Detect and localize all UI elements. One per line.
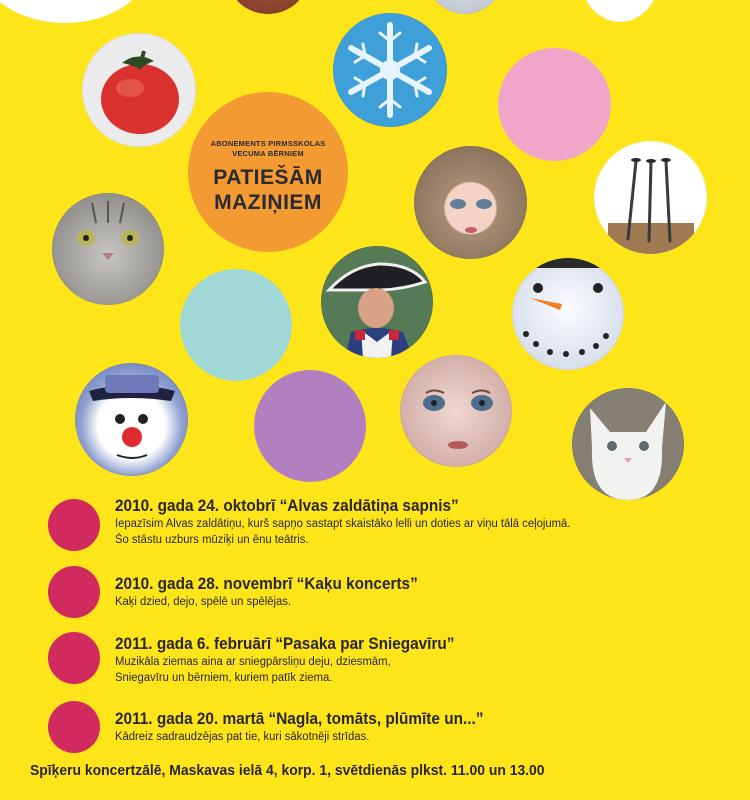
logo-subtitle-line2: VECUMA BĒRNIEM bbox=[232, 149, 304, 158]
logo-subtitle-line1: ABONEMENTS PIRMSSKOLAS bbox=[210, 139, 326, 148]
pink-circle bbox=[498, 48, 611, 161]
tomato-photo bbox=[82, 33, 196, 147]
white-kitten-photo bbox=[572, 388, 684, 500]
snowman-hat-icon bbox=[75, 363, 188, 476]
event-title: 2010. gada 24. oktobrī “Alvas zaldātiņa sapnis” bbox=[115, 497, 459, 515]
event-dot bbox=[48, 499, 100, 551]
nails-photo bbox=[594, 141, 707, 254]
event-description-line1: Kādreiz sadraudzējas pat tie, kuri sākotnēji strīdas. bbox=[115, 731, 370, 743]
event-title: 2011. gada 20. martā “Nagla, tomāts, plūmīte un...” bbox=[115, 710, 484, 728]
toy-soldier-photo bbox=[321, 246, 433, 358]
event-description-line1: Iepazīsim Alvas zaldātiņu, kurš sapņo sastapt skaistāko lelli un doties ar viņu tālā ceļojumā. bbox=[115, 518, 571, 530]
tabby-cat-photo bbox=[52, 193, 164, 305]
toy-soldier-icon bbox=[321, 246, 433, 358]
top-partial-photo-3 bbox=[580, 0, 660, 22]
event-title: 2011. gada 6. februārī “Pasaka par Sniegavīru” bbox=[115, 635, 455, 653]
top-partial-photo-2 bbox=[425, 0, 505, 14]
doll-face-icon bbox=[414, 146, 527, 259]
doll-face-photo bbox=[400, 355, 512, 467]
snowflake-photo bbox=[333, 13, 447, 127]
event-title: 2010. gada 28. novembrī “Kaķu koncerts” bbox=[115, 575, 418, 593]
event-description-line1: Kaķi dzied, dejo, spēlē un spēlējas. bbox=[115, 596, 292, 608]
event-dot bbox=[48, 632, 100, 684]
snowman-face-icon bbox=[512, 258, 624, 370]
event-dot bbox=[48, 701, 100, 753]
logo-badge bbox=[188, 92, 348, 252]
doll-eyes-icon bbox=[400, 355, 512, 467]
top-partial-photo-1 bbox=[228, 0, 308, 14]
logo-title-line2: MAZIŅIEM bbox=[214, 191, 322, 214]
logo-title-line1: PATIEŠĀM bbox=[213, 166, 323, 189]
kitten-icon bbox=[572, 388, 684, 500]
snowman-carrot-photo bbox=[512, 258, 624, 370]
event-description-line1: Muzikāla ziemas aina ar sniegpārsliņu deju, dziesmām, bbox=[115, 656, 391, 668]
event-description-line2: Sniegavīru un bērniem, kuriem patīk ziema. bbox=[115, 672, 333, 684]
top-left-partial-circle bbox=[0, 0, 150, 23]
event-description-line2: Šo stāstu uzburs mūziķi un ēnu teātris. bbox=[115, 534, 309, 546]
nails-icon bbox=[594, 141, 707, 254]
light-blue-circle bbox=[180, 269, 292, 381]
cat-face-icon bbox=[52, 193, 164, 305]
snowflake-icon bbox=[333, 13, 447, 127]
doll-portrait-photo bbox=[414, 146, 527, 259]
event-dot bbox=[48, 566, 100, 618]
tomato-icon bbox=[82, 33, 196, 147]
snowman-hat-photo bbox=[75, 363, 188, 476]
venue-footer: Spīķeru koncertzālē, Maskavas ielā 4, korp. 1, svētdienās plkst. 11.00 un 13.00 bbox=[30, 763, 545, 779]
purple-circle bbox=[254, 370, 366, 482]
